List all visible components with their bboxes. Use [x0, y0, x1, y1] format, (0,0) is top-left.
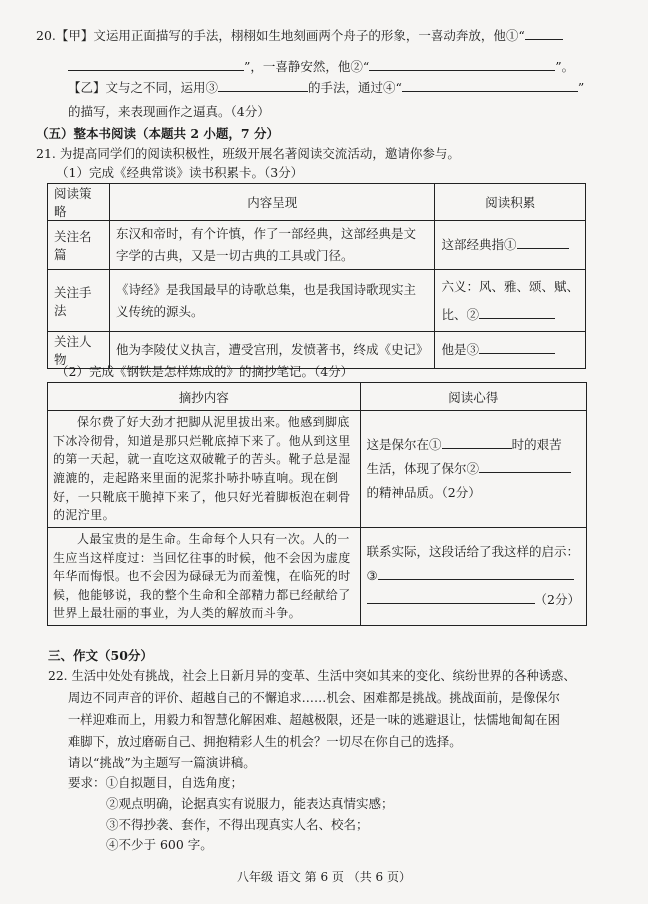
q20-line2 [68, 58, 574, 75]
content-line: 他为李陵仗义执言，遭受宫刑，发愤著书，终成《史记》 [115, 342, 429, 357]
reflection-text: 联系实际，这段话给了我这样的启示： [366, 544, 580, 560]
score-label: （2分） [534, 592, 580, 608]
q22-line: 一样迎难而上，用毅力和智慧化解困难、超越极限，还是一味的逃避退让，怯懦地匍匐在困 [68, 713, 560, 727]
table1-row [48, 270, 586, 332]
table1-content [109, 270, 435, 332]
table1-answer [435, 270, 586, 332]
answer-blank-1-end[interactable] [68, 58, 244, 71]
excerpt-text: 人最宝贵的是生命。生命每个人只有一次。人的一生应当这样度过：当回忆往事的时候，他不会因为虚度年华而悔恨。也不会因为碌碌无为而羞愧，在临死的时候，他能够说，我的整个生命和全部精力都已经献给了世界上最壮丽的事业，为人类的解放而斗争。 [53, 532, 351, 621]
reading-card-table [47, 183, 586, 369]
table1-content [109, 221, 435, 270]
q20-text-2: ”，一喜静安然，他②“ [244, 59, 370, 74]
reflection-text: 时的艰苦 [511, 437, 562, 452]
page-footer: 八年级 语文 第 6 页 （共 6 页） [237, 870, 411, 884]
q22-line: 22. 生活中处处有挑战，社会上日新月异的变革、生活中突如其来的变化、缤纷世界的各种诱惑、 [48, 669, 576, 683]
q20-line4: 的描写，来表现画作之逼真。（4分） [68, 104, 270, 119]
reflection-text: 这是保尔在① [366, 437, 442, 452]
q20-text-3a: 【乙】文与之不同，运用③ [68, 80, 219, 95]
table1-strategy: 关注手法 [48, 270, 110, 332]
q20-text-3-end: ” [577, 80, 585, 95]
section5-heading: （五）整本书阅读（本题共 2 小题，7 分） [36, 126, 279, 141]
answer-blank-classic[interactable] [517, 236, 569, 249]
answer-blank-2[interactable] [369, 58, 555, 71]
table1-row [48, 332, 586, 369]
section3-heading: 三、作文（50分） [48, 648, 153, 663]
reflection-text: 的精神品质。（2分） [366, 485, 481, 500]
answer-blank-3[interactable] [218, 79, 308, 92]
table2-header-reflection: 阅读心得 [360, 383, 586, 411]
content-line: 东汉和帝时，有个许慎，作了一部经典，这部经典是文 [115, 226, 416, 241]
answer-prompt: 六义：风、雅、颂、赋、 [441, 278, 579, 294]
answer-blank-inspiration-1[interactable] [378, 567, 574, 580]
table2-header-excerpt: 摘抄内容 [48, 383, 361, 411]
table1-answer [435, 221, 586, 270]
answer-blank-inspiration-2[interactable] [367, 591, 535, 604]
content-line: 《诗经》是我国最早的诗歌总集，也是我国诗歌现实主 [115, 281, 416, 297]
table1-content [109, 332, 435, 369]
answer-blank-six-meanings[interactable] [479, 306, 555, 319]
q21-part1-title: （1）完成《经典常谈》读书积累卡。（3分） [56, 165, 304, 180]
table1-answer [435, 332, 586, 369]
answer-prompt: 这部经典指① [441, 237, 517, 252]
q20-text-1: 20.【甲】文运用正面描写的手法，栩栩如生地刻画两个舟子的形象，一喜动奔放，他①“ [36, 28, 525, 43]
table1-header-content: 内容呈现 [109, 184, 435, 221]
content-line: 字学的古典，又是一切古典的工具或门径。 [115, 248, 354, 263]
requirement-item: ①自拟题目，自选角度； [105, 775, 244, 790]
requirement-item: ②观点明确，论据真实有说服力，能表达真情实感； [106, 796, 394, 811]
q21-intro: 21. 为提高同学们的阅读积极性，班级开展名著阅读交流活动，邀请你参与。 [36, 146, 460, 161]
table1-header-accumulation: 阅读积累 [435, 184, 586, 221]
reflection-text: 生活，体现了保尔② [366, 461, 480, 476]
table2-header-row [48, 383, 587, 411]
requirements-label: 要求： [68, 775, 106, 790]
excerpt-text: 保尔费了好大劲才把脚从泥里拔出来。他感到脚底下冰冷彻骨，知道是那只烂靴底掉下来了。他从到这里的第一天起，就一直吃这双破靴子的苦头。靴子总是湿漉漉的，走起路来里面的泥浆扑哧扑哧直响。现在倒好，一只靴底干脆掉下来了，他只好光着脚板泡在刺骨的泥泞里。 [53, 415, 351, 523]
answer-prompt: 比、② [441, 306, 479, 322]
q20-text-2-end: ”。 [555, 59, 575, 74]
q22-line: 难脚下，放过磨砺自己、拥抱精彩人生的机会？一切尽在你自己的选择。 [68, 735, 462, 749]
q22-line: 周边不同声音的评价、超越自己的不懈追求……机会、困难都是挑战。挑战面前，是像保尔 [68, 691, 560, 705]
answer-blank-paul-quality[interactable] [479, 460, 571, 473]
answer-blank-paul-period[interactable] [442, 436, 512, 449]
requirement-item: ③不得抄袭、套作，不得出现真实人名、校名； [106, 817, 369, 832]
excerpt-cell [48, 528, 361, 626]
requirement-item: ④不少于 600 字。 [106, 837, 213, 852]
q21-part2-title: （2）完成《钢铁是怎样炼成的》的摘抄笔记。（4分） [56, 364, 354, 379]
answer-prompt: 他是③ [441, 342, 479, 357]
excerpt-notes-table [47, 382, 587, 626]
reflection-cell [360, 528, 586, 626]
table2-row [48, 411, 587, 528]
reflection-cell [360, 411, 586, 528]
table2-row [48, 528, 587, 626]
content-line: 义传统的源头。 [115, 303, 204, 319]
q22-prompt: 请以“挑战”为主题写一篇演讲稿。 [68, 755, 256, 770]
table1-strategy: 关注人物 [48, 332, 110, 369]
q20-line3 [68, 79, 584, 96]
q22-requirements [68, 775, 243, 791]
excerpt-cell [48, 411, 361, 528]
q20-text-3b: 的手法，通过④“ [308, 80, 402, 95]
q20-line1 [36, 27, 563, 44]
table1-header-row [48, 184, 586, 221]
answer-blank-1-start[interactable] [525, 27, 563, 40]
answer-blank-person[interactable] [479, 341, 555, 354]
reflection-text: ③ [366, 568, 378, 584]
table1-header-strategy: 阅读策略 [48, 184, 110, 221]
answer-blank-4[interactable] [402, 79, 578, 92]
table1-strategy: 关注名篇 [48, 221, 110, 270]
table1-row [48, 221, 586, 270]
